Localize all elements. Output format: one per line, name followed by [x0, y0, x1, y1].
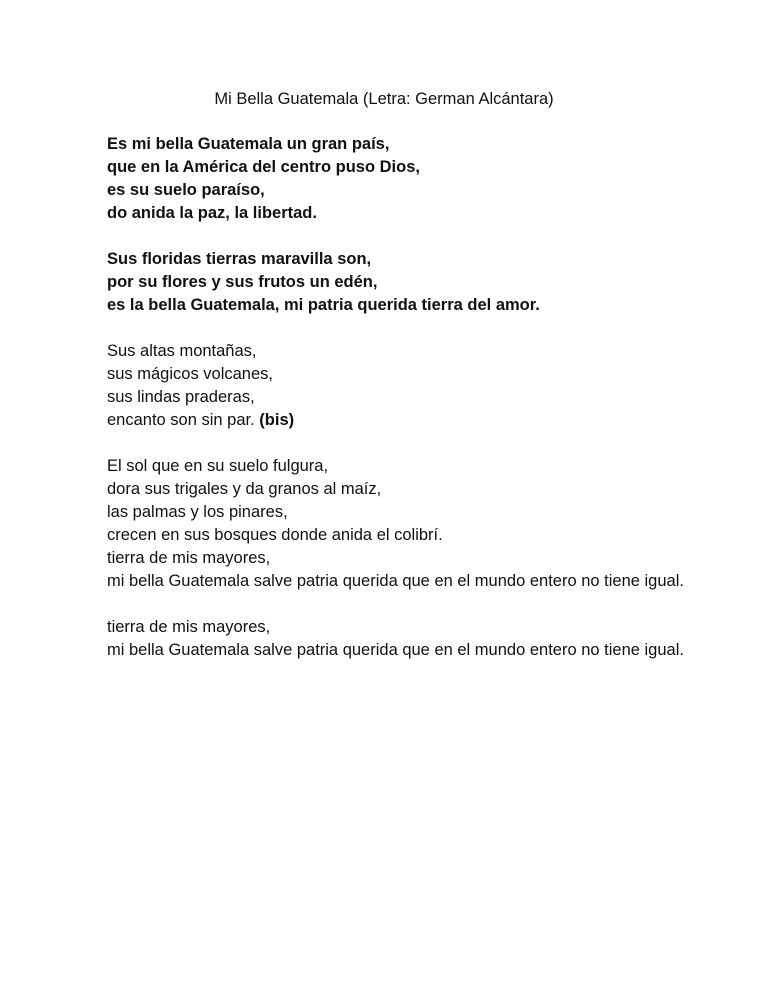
- lyric-line: crecen en sus bosques donde anida el colibrí.: [107, 526, 443, 544]
- lyric-line: do anida la paz, la libertad.: [107, 204, 317, 222]
- stanza-2: [107, 248, 707, 317]
- lyric-line-with-bis: [107, 409, 707, 432]
- lyric-line: es la bella Guatemala, mi patria querida tierra del amor.: [107, 296, 540, 314]
- document-title: Mi Bella Guatemala (Letra: German Alcántara): [214, 90, 554, 108]
- bis-marker: (bis): [259, 411, 295, 429]
- lyric-line: Sus floridas tierras maravilla son,: [107, 250, 372, 268]
- lyric-line: Es mi bella Guatemala un gran país,: [107, 135, 390, 153]
- lyric-line: tierra de mis mayores,: [107, 549, 271, 567]
- lyrics-body: [107, 133, 707, 685]
- lyric-line: que en la América del centro puso Dios,: [107, 158, 420, 176]
- lyric-line: sus mágicos volcanes,: [107, 365, 273, 383]
- lyric-line: El sol que en su suelo fulgura,: [107, 457, 329, 475]
- stanza-5: [107, 616, 707, 662]
- lyric-line: las palmas y los pinares,: [107, 503, 288, 521]
- lyric-line: tierra de mis mayores,: [107, 618, 271, 636]
- lyric-line: dora sus trigales y da granos al maíz,: [107, 480, 382, 498]
- lyric-line-text: encanto son sin par.: [107, 411, 255, 429]
- lyric-line: sus lindas praderas,: [107, 388, 255, 406]
- lyric-line: mi bella Guatemala salve patria querida que en el mundo entero no tiene igual.: [107, 641, 684, 659]
- stanza-3: [107, 340, 707, 432]
- lyric-line: mi bella Guatemala salve patria querida que en el mundo entero no tiene igual.: [107, 572, 684, 590]
- stanza-4: [107, 455, 707, 593]
- lyric-line: Sus altas montañas,: [107, 342, 257, 360]
- lyric-line: por su flores y sus frutos un edén,: [107, 273, 378, 291]
- lyric-line: es su suelo paraíso,: [107, 181, 265, 199]
- stanza-1: [107, 133, 707, 225]
